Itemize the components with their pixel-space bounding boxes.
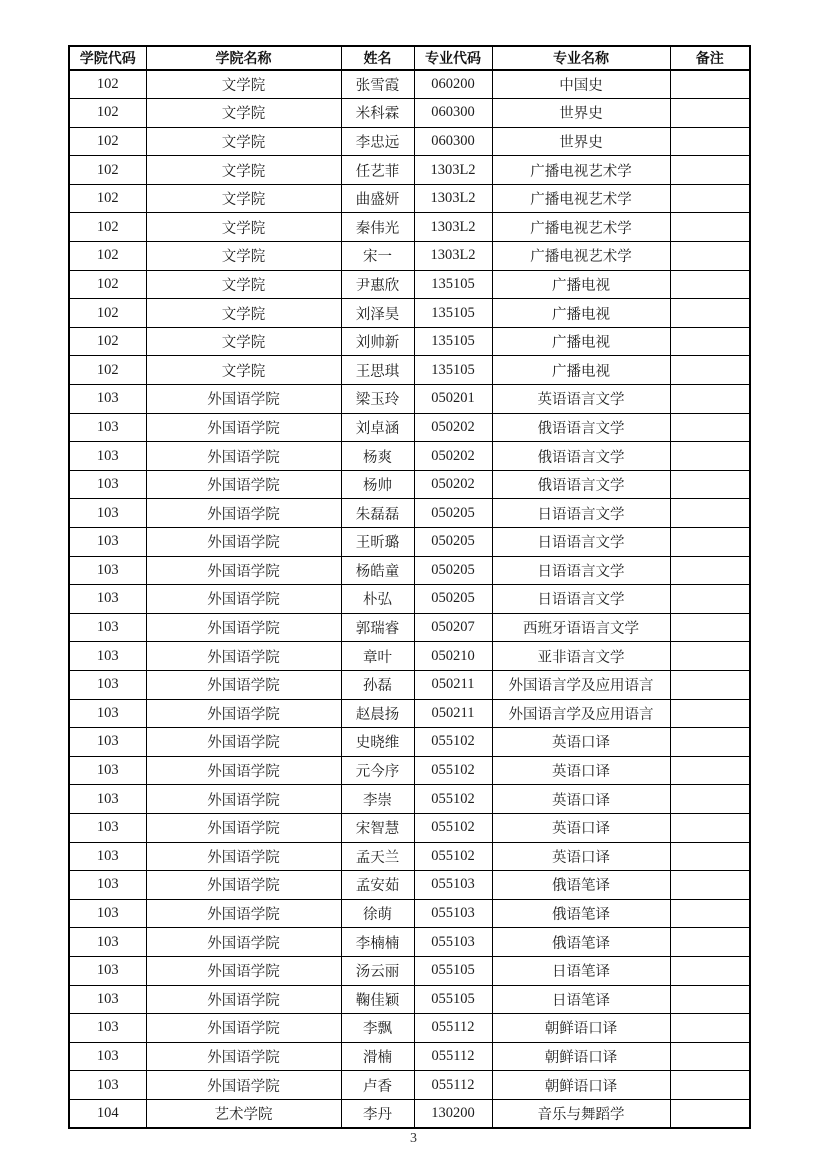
table-cell: 文学院 [146,99,341,128]
table-cell [670,1042,750,1071]
table-cell [670,899,750,928]
table-cell: 055102 [414,756,492,785]
table-cell: 外国语学院 [146,585,341,614]
table-cell [670,585,750,614]
table-cell: 103 [69,1014,146,1043]
table-cell: 外国语学院 [146,1042,341,1071]
table-cell: 艺术学院 [146,1099,341,1128]
table-cell: 055102 [414,842,492,871]
table-cell [670,499,750,528]
table-cell: 亚非语言文学 [492,642,670,671]
table-cell: 俄语笔译 [492,899,670,928]
table-cell: 文学院 [146,356,341,385]
table-row [69,442,750,471]
table-cell: 103 [69,670,146,699]
table-cell: 文学院 [146,70,341,99]
table-row [69,1071,750,1100]
table-cell: 广播电视艺术学 [492,213,670,242]
table-cell: 外国语言学及应用语言 [492,670,670,699]
table-cell: 文学院 [146,127,341,156]
table-cell: 外国语学院 [146,499,341,528]
admissions-roster-table [68,45,751,1129]
table-row [69,928,750,957]
table-row [69,270,750,299]
table-cell: 广播电视艺术学 [492,242,670,271]
table-cell: 俄语语言文学 [492,442,670,471]
table-cell [670,1014,750,1043]
table-cell: 文学院 [146,242,341,271]
table-cell: 外国语学院 [146,813,341,842]
table-row [69,613,750,642]
table-row [69,842,750,871]
table-cell: 104 [69,1099,146,1128]
table-cell: 俄语笔译 [492,928,670,957]
table-cell: 李丹 [341,1099,414,1128]
table-row [69,70,750,99]
table-cell: 宋智慧 [341,813,414,842]
table-cell: 英语口译 [492,785,670,814]
table-cell: 050202 [414,470,492,499]
table-row [69,728,750,757]
table-cell: 103 [69,470,146,499]
table-cell: 日语语言文学 [492,528,670,557]
table-cell: 102 [69,184,146,213]
table-cell [670,99,750,128]
table-cell: 103 [69,813,146,842]
table-cell: 103 [69,413,146,442]
table-cell: 汤云丽 [341,956,414,985]
table-cell [670,928,750,957]
table-cell: 俄语笔译 [492,871,670,900]
table-cell: 俄语语言文学 [492,413,670,442]
table-cell: 滑楠 [341,1042,414,1071]
table-cell: 日语语言文学 [492,585,670,614]
table-row [69,242,750,271]
table-cell [670,556,750,585]
table-cell: 103 [69,785,146,814]
table-cell: 103 [69,385,146,414]
table-cell [670,956,750,985]
table-cell: 李忠远 [341,127,414,156]
table-cell: 外国语学院 [146,699,341,728]
table-cell: 日语语言文学 [492,556,670,585]
table-cell: 102 [69,99,146,128]
table-cell: 外国语学院 [146,756,341,785]
table-cell: 英语口译 [492,813,670,842]
table-cell: 外国语学院 [146,613,341,642]
table-cell: 103 [69,756,146,785]
table-cell: 卢香 [341,1071,414,1100]
table-cell: 055112 [414,1071,492,1100]
table-cell: 英语口译 [492,842,670,871]
table-cell: 梁玉玲 [341,385,414,414]
table-cell: 055105 [414,985,492,1014]
table-cell: 102 [69,70,146,99]
table-cell: 外国语学院 [146,670,341,699]
table-row [69,156,750,185]
table-cell: 史晓维 [341,728,414,757]
table-cell: 外国语学院 [146,528,341,557]
table-row [69,213,750,242]
table-cell: 103 [69,899,146,928]
table-cell: 中国史 [492,70,670,99]
table-cell [670,528,750,557]
column-header: 姓名 [341,46,414,70]
table-cell: 任艺菲 [341,156,414,185]
table-cell: 外国语学院 [146,899,341,928]
table-cell: 张雪霞 [341,70,414,99]
table-cell: 广播电视 [492,299,670,328]
table-row [69,699,750,728]
table-cell: 055103 [414,928,492,957]
table-cell: 朝鲜语口译 [492,1071,670,1100]
table-cell [670,670,750,699]
table-cell: 孟天兰 [341,842,414,871]
table-cell: 俄语语言文学 [492,470,670,499]
column-header: 专业代码 [414,46,492,70]
table-cell [670,413,750,442]
table-cell [670,242,750,271]
table-cell [670,1099,750,1128]
table-cell: 103 [69,928,146,957]
table-cell [670,213,750,242]
table-cell: 103 [69,1042,146,1071]
table-row [69,985,750,1014]
table-cell: 103 [69,699,146,728]
table-cell: 日语语言文学 [492,499,670,528]
table-cell: 055103 [414,899,492,928]
table-cell: 1303L2 [414,156,492,185]
table-cell [670,1071,750,1100]
table-row [69,127,750,156]
table-row [69,499,750,528]
table-cell: 135105 [414,356,492,385]
table-cell: 秦伟光 [341,213,414,242]
table-cell: 孙磊 [341,670,414,699]
table-cell: 102 [69,127,146,156]
table-cell: 刘卓涵 [341,413,414,442]
table-cell: 日语笔译 [492,985,670,1014]
table-row [69,756,750,785]
column-header: 学院名称 [146,46,341,70]
table-row [69,1042,750,1071]
table-row [69,470,750,499]
table-row [69,184,750,213]
table-cell: 103 [69,1071,146,1100]
table-row [69,585,750,614]
table-cell: 050211 [414,670,492,699]
table-cell: 文学院 [146,327,341,356]
table-cell: 尹惠欣 [341,270,414,299]
table-row [69,299,750,328]
table-cell: 1303L2 [414,213,492,242]
table-cell: 文学院 [146,184,341,213]
table-cell [670,985,750,1014]
table-cell: 王昕璐 [341,528,414,557]
table-cell: 103 [69,871,146,900]
table-cell: 103 [69,585,146,614]
table-cell: 外国语学院 [146,442,341,471]
table-cell: 日语笔译 [492,956,670,985]
table-cell: 103 [69,499,146,528]
table-cell: 055102 [414,728,492,757]
table-cell [670,385,750,414]
table-cell: 广播电视 [492,270,670,299]
table-cell: 英语语言文学 [492,385,670,414]
table-cell [670,127,750,156]
table-cell: 元今序 [341,756,414,785]
table-cell: 055102 [414,785,492,814]
table-cell: 050202 [414,413,492,442]
table-cell: 1303L2 [414,184,492,213]
table-cell: 广播电视艺术学 [492,184,670,213]
table-row [69,956,750,985]
table-cell: 朴弘 [341,585,414,614]
table-cell: 英语口译 [492,756,670,785]
table-cell: 孟安茹 [341,871,414,900]
table-cell [670,270,750,299]
table-cell: 外国语学院 [146,1071,341,1100]
table-cell: 鞠佳颖 [341,985,414,1014]
table-cell: 102 [69,299,146,328]
table-cell: 102 [69,356,146,385]
table-cell: 050211 [414,699,492,728]
table-cell: 章叶 [341,642,414,671]
table-cell: 广播电视 [492,356,670,385]
table-cell [670,184,750,213]
table-row [69,670,750,699]
table-cell: 文学院 [146,156,341,185]
table-cell: 文学院 [146,213,341,242]
table-cell: 055103 [414,871,492,900]
table-cell: 050205 [414,528,492,557]
table-cell: 李崇 [341,785,414,814]
table-row [69,813,750,842]
table-cell: 050201 [414,385,492,414]
table-cell [670,327,750,356]
table-cell: 外国语学院 [146,642,341,671]
table-cell: 055112 [414,1014,492,1043]
table-cell: 世界史 [492,99,670,128]
table-cell: 050205 [414,556,492,585]
table-cell: 103 [69,442,146,471]
table-row [69,528,750,557]
table-cell: 杨帅 [341,470,414,499]
column-header: 备注 [670,46,750,70]
table-cell: 103 [69,642,146,671]
table-cell: 055112 [414,1042,492,1071]
table-cell [670,728,750,757]
table-row [69,899,750,928]
table-cell [670,356,750,385]
table-row [69,385,750,414]
table-cell: 刘泽昊 [341,299,414,328]
table-cell: 103 [69,613,146,642]
table-cell: 102 [69,156,146,185]
table-cell [670,299,750,328]
table-cell: 曲盛妍 [341,184,414,213]
table-cell: 050205 [414,585,492,614]
table-cell [670,756,750,785]
table-cell: 055102 [414,813,492,842]
table-cell: 郭瑞睿 [341,613,414,642]
table-cell: 外国语学院 [146,413,341,442]
table-cell [670,785,750,814]
table-cell: 103 [69,842,146,871]
table-row [69,1014,750,1043]
table-cell: 世界史 [492,127,670,156]
table-cell: 外国语学院 [146,956,341,985]
table-cell: 外国语学院 [146,385,341,414]
table-cell: 英语口译 [492,728,670,757]
table-cell: 音乐与舞蹈学 [492,1099,670,1128]
table-cell: 文学院 [146,270,341,299]
table-cell [670,470,750,499]
page-number: 3 [410,1131,417,1146]
table-cell: 李楠楠 [341,928,414,957]
table-cell: 060300 [414,127,492,156]
table-cell: 050210 [414,642,492,671]
table-cell: 外国语学院 [146,556,341,585]
table-cell: 西班牙语语言文学 [492,613,670,642]
table-cell: 广播电视 [492,327,670,356]
table-cell [670,613,750,642]
table-cell: 102 [69,327,146,356]
table-cell: 外国语学院 [146,928,341,957]
table-cell: 102 [69,213,146,242]
table-row [69,785,750,814]
table-cell: 135105 [414,270,492,299]
table-cell: 徐萌 [341,899,414,928]
table-row [69,99,750,128]
table-row [69,1099,750,1128]
column-header: 专业名称 [492,46,670,70]
table-cell: 060200 [414,70,492,99]
table-row [69,642,750,671]
table-cell: 1303L2 [414,242,492,271]
table-cell [670,70,750,99]
table-cell: 050205 [414,499,492,528]
table-cell: 103 [69,528,146,557]
table-cell: 外国语学院 [146,1014,341,1043]
table-cell: 杨爽 [341,442,414,471]
table-cell: 朝鲜语口译 [492,1014,670,1043]
table-cell: 刘帅新 [341,327,414,356]
table-row [69,327,750,356]
table-header-row [69,46,750,70]
table-cell: 外国语学院 [146,985,341,1014]
table-cell: 055105 [414,956,492,985]
table-cell: 外国语学院 [146,842,341,871]
table-cell [670,442,750,471]
table-cell: 060300 [414,99,492,128]
table-cell: 外国语学院 [146,470,341,499]
table-cell: 135105 [414,299,492,328]
table-cell: 杨皓童 [341,556,414,585]
table-cell: 103 [69,985,146,1014]
table-cell [670,842,750,871]
table-cell [670,699,750,728]
table-row [69,871,750,900]
table-cell: 米科霖 [341,99,414,128]
table-cell [670,871,750,900]
table-row [69,413,750,442]
table-cell: 王思琪 [341,356,414,385]
table-row [69,556,750,585]
column-header: 学院代码 [69,46,146,70]
table-cell: 外国语学院 [146,871,341,900]
table-cell: 050202 [414,442,492,471]
table-cell: 赵晨扬 [341,699,414,728]
table-cell [670,813,750,842]
table-cell: 外国语言学及应用语言 [492,699,670,728]
table-cell: 李飘 [341,1014,414,1043]
table-cell: 文学院 [146,299,341,328]
table-cell [670,156,750,185]
table-cell: 102 [69,242,146,271]
table-cell: 103 [69,556,146,585]
table-cell: 朱磊磊 [341,499,414,528]
table-cell: 朝鲜语口译 [492,1042,670,1071]
table-cell: 102 [69,270,146,299]
table-cell: 130200 [414,1099,492,1128]
table-cell: 广播电视艺术学 [492,156,670,185]
table-cell: 外国语学院 [146,785,341,814]
table-row [69,356,750,385]
table-cell: 103 [69,956,146,985]
table-cell: 135105 [414,327,492,356]
table-cell: 050207 [414,613,492,642]
table-cell: 外国语学院 [146,728,341,757]
table-cell: 103 [69,728,146,757]
table-cell: 宋一 [341,242,414,271]
table-cell [670,642,750,671]
